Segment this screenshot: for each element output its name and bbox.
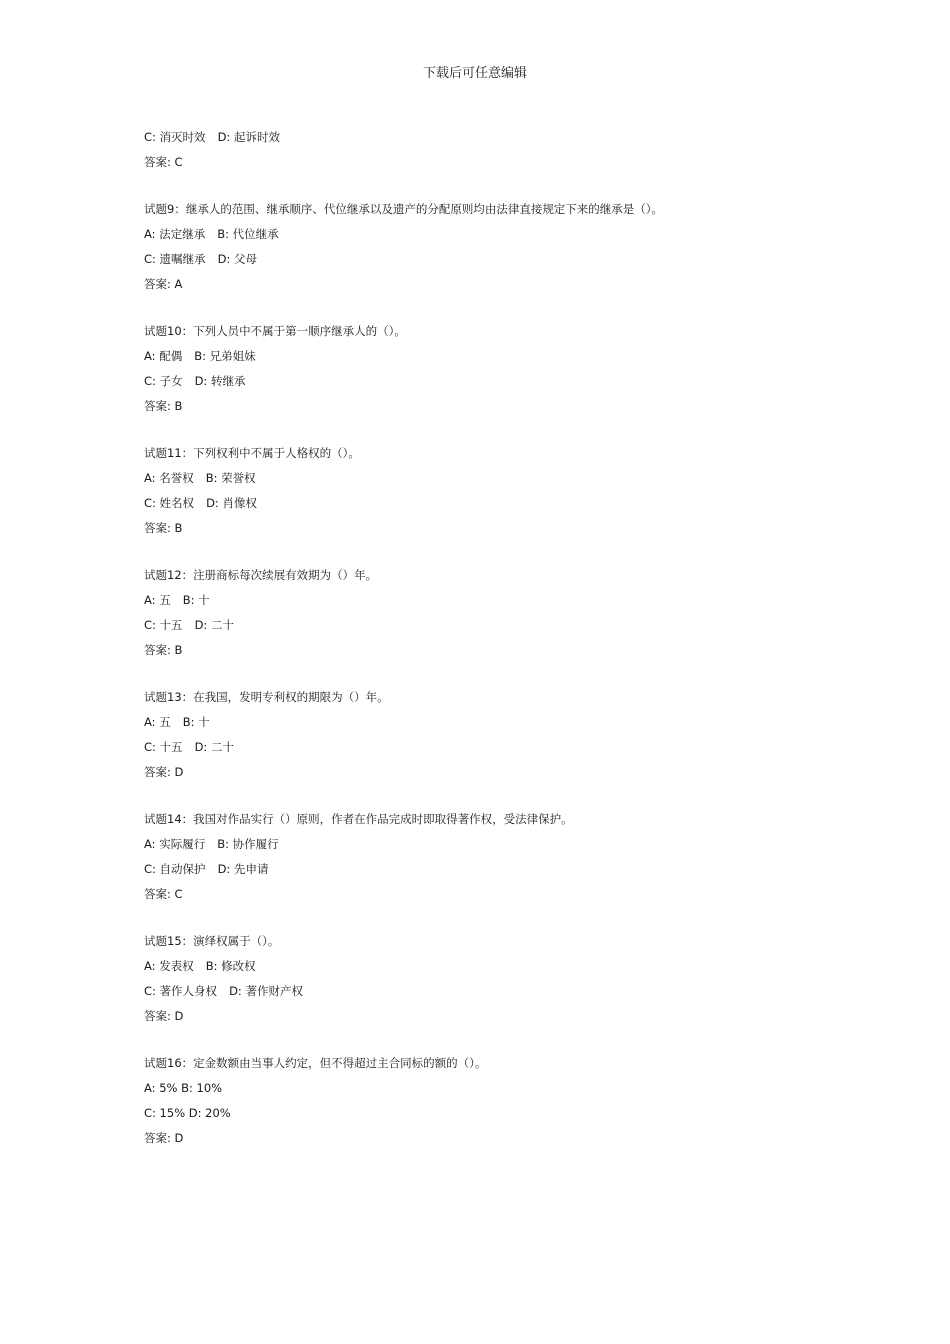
options-line-ab [144, 834, 844, 854]
option-d: D: 二十 [194, 618, 234, 632]
options-line-ab [144, 590, 844, 610]
options-line-ab [144, 956, 844, 976]
option-c: C: 遗嘱继承 [144, 252, 206, 266]
option-a: A: 实际履行 [144, 837, 206, 851]
option-a: A: 5% [144, 1081, 178, 1095]
options-line-cd [144, 859, 844, 879]
options-line-ab [144, 1078, 844, 1098]
option-d: D: 二十 [194, 740, 234, 754]
option-a: A: 五 [144, 715, 171, 729]
options-line-cd [144, 493, 844, 513]
answer-line: 答案: B [144, 399, 183, 413]
answer-line: 答案: D [144, 1131, 184, 1145]
option-d: D: 著作财产权 [229, 984, 303, 998]
answer-line: 答案: C [144, 155, 183, 169]
option-a: A: 名誉权 [144, 471, 194, 485]
option-a: A: 发表权 [144, 959, 194, 973]
answer-line: 答案: D [144, 1009, 184, 1023]
options-line-cd [144, 737, 844, 757]
question-stem: 试题12：注册商标每次续展有效期为（）年。 [144, 568, 378, 582]
answer-line: 答案: C [144, 887, 183, 901]
question-stem: 试题11：下列权利中不属于人格权的（）。 [144, 446, 360, 460]
question-stem: 试题14：我国对作品实行（）原则，作者在作品完成时即取得著作权，受法律保护。 [144, 812, 573, 826]
answer-line: 答案: B [144, 643, 183, 657]
option-c: C: 姓名权 [144, 496, 195, 510]
options-line-ab [144, 468, 844, 488]
options-line-ab [144, 224, 844, 244]
option-b: B: 协作履行 [217, 837, 279, 851]
answer-line: 答案: D [144, 765, 184, 779]
option-b: B: 修改权 [205, 959, 256, 973]
options-line-cd [144, 127, 844, 147]
option-d: D: 起诉时效 [217, 130, 280, 144]
document-body [144, 127, 844, 1153]
option-c: C: 消灭时效 [144, 130, 206, 144]
option-b: B: 代位继承 [217, 227, 279, 241]
option-b: B: 兄弟姐妹 [194, 349, 256, 363]
option-d: D: 转继承 [194, 374, 246, 388]
options-line-ab [144, 712, 844, 732]
option-c: C: 自动保护 [144, 862, 206, 876]
options-line-cd [144, 615, 844, 635]
question-stem: 试题13：在我国，发明专利权的期限为（）年。 [144, 690, 389, 704]
option-d: D: 父母 [217, 252, 257, 266]
question-stem: 试题10：下列人员中不属于第一顺序继承人的（）。 [144, 324, 406, 338]
option-a: A: 五 [144, 593, 171, 607]
option-a: A: 法定继承 [144, 227, 206, 241]
option-b: B: 荣誉权 [205, 471, 256, 485]
answer-line: 答案: A [144, 277, 183, 291]
page-header: 下载后可任意编辑 [422, 66, 527, 81]
options-line-ab [144, 346, 844, 366]
option-d: D: 先申请 [217, 862, 269, 876]
option-b: B: 10% [181, 1081, 223, 1095]
options-line-cd [144, 371, 844, 391]
option-c: C: 子女 [144, 374, 183, 388]
option-b: B: 十 [182, 593, 210, 607]
question-stem: 试题16：定金数额由当事人约定，但不得超过主合同标的额的（）。 [144, 1056, 487, 1070]
option-b: B: 十 [182, 715, 210, 729]
answer-line: 答案: B [144, 521, 183, 535]
question-stem: 试题15：演绎权属于（）。 [144, 934, 280, 948]
option-d: D: 20% [188, 1106, 231, 1120]
option-a: A: 配偶 [144, 349, 183, 363]
options-line-cd [144, 1103, 844, 1123]
option-c: C: 十五 [144, 740, 183, 754]
option-d: D: 肖像权 [206, 496, 257, 510]
option-c: C: 十五 [144, 618, 183, 632]
options-line-cd [144, 981, 844, 1001]
question-stem: 试题9：继承人的范围、继承顺序、代位继承以及遗产的分配原则均由法律直接规定下来的继承是（）。 [144, 202, 664, 216]
option-c: C: 15% [144, 1106, 186, 1120]
options-line-cd [144, 249, 844, 269]
option-c: C: 著作人身权 [144, 984, 218, 998]
